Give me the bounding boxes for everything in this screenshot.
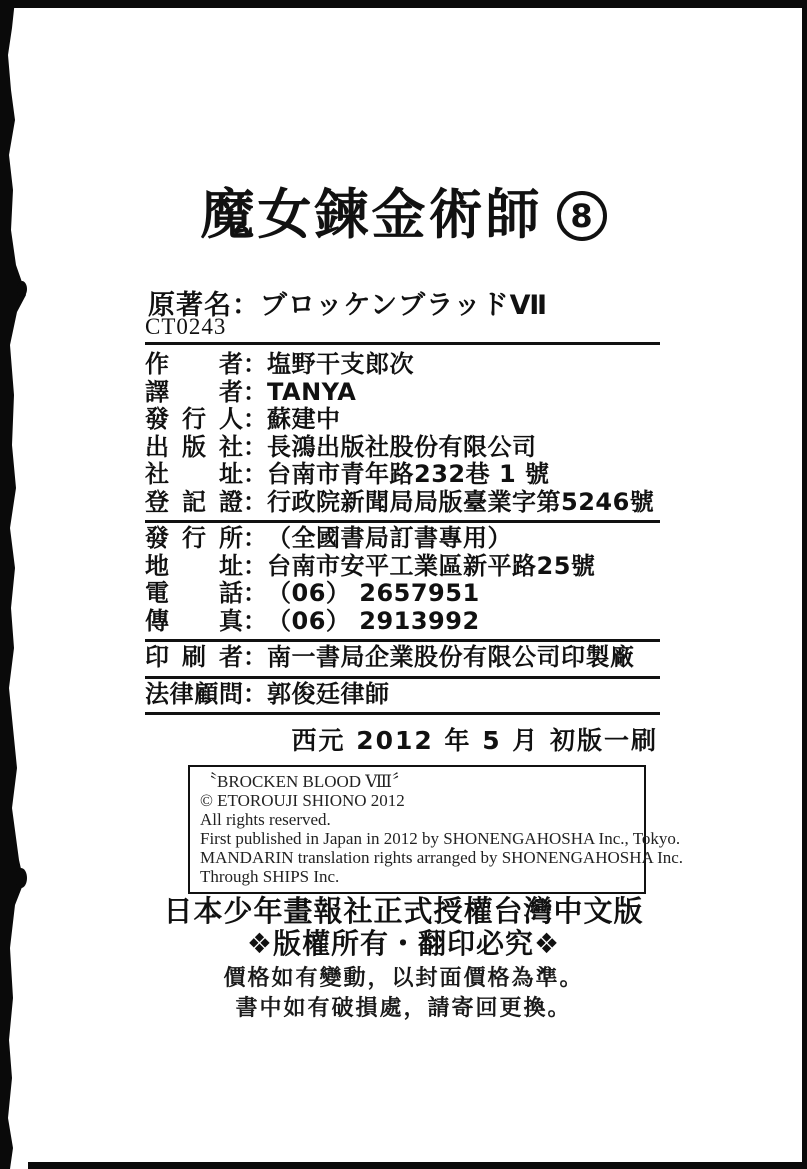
- colophon-row-phone: [145, 580, 660, 608]
- catalog-code: CT0243: [145, 314, 660, 345]
- row-label: 登記證: [145, 487, 243, 516]
- colophon-row-printer: [145, 644, 660, 672]
- row-colon: ：: [243, 679, 267, 708]
- row-label: 作者: [145, 350, 243, 378]
- colophon-section-publisher: [145, 349, 660, 523]
- row-value: （06） 2913992: [267, 606, 480, 635]
- row-label: 發行人: [145, 405, 243, 433]
- scan-edge-top: [0, 0, 807, 8]
- row-colon: ：: [243, 551, 267, 580]
- row-label: 出版社: [145, 432, 243, 461]
- copyright-line-translation: MANDARIN translation rights arranged by SHONENGAHOSHA Inc.: [200, 848, 684, 867]
- row-colon: ：: [243, 405, 267, 433]
- row-colon: ：: [243, 377, 267, 406]
- row-label: 印刷者: [145, 643, 243, 671]
- colophon-row-address: [145, 553, 660, 581]
- copyright-line-author: © ETOROUJI SHIONO 2012: [200, 791, 405, 810]
- colophon-row-office-address: [145, 461, 660, 489]
- row-value: （全國書局訂書專用）: [267, 524, 512, 552]
- scan-edge-bottom: [28, 1162, 807, 1169]
- row-colon: ：: [243, 579, 267, 607]
- copyright-line-agent: Through SHIPS Inc.: [200, 867, 340, 886]
- row-value: 行政院新聞局局版臺業字第5246號: [267, 487, 655, 516]
- colophon-table: [145, 349, 660, 757]
- rights-statement: ❖版權所有・翻印必究❖: [246, 927, 561, 960]
- row-value: （06） 2657951: [267, 579, 480, 607]
- row-colon: ：: [243, 524, 267, 552]
- colophon-section-printer: [145, 642, 660, 679]
- row-colon: ：: [243, 606, 267, 635]
- row-value: 郭俊廷律師: [267, 679, 390, 708]
- row-value: 蘇建中: [267, 405, 341, 433]
- volume-number-badge: [557, 191, 607, 241]
- copyright-line-first-published: First published in Japan in 2012 by SHONENGAHOSHA Inc., Tokyo.: [200, 829, 681, 848]
- row-colon: ：: [243, 487, 267, 516]
- row-label: 電話: [145, 579, 243, 607]
- row-label: 發行所: [145, 524, 243, 552]
- colophon-row-author: [145, 351, 660, 379]
- row-label: 譯者: [145, 377, 243, 406]
- colophon-row-publisher: [145, 434, 660, 462]
- row-colon: ：: [243, 643, 267, 671]
- row-value: 台南市青年路232巷 1 號: [267, 460, 550, 488]
- colophon-row-translator: [145, 379, 660, 407]
- book-title: 魔女鍊金術師: [200, 183, 543, 246]
- copyright-box: [188, 765, 684, 894]
- colophon-row-fax: [145, 608, 660, 636]
- row-label: 社址: [145, 460, 243, 488]
- price-note: 價格如有變動，以封面價格為準。: [223, 965, 584, 991]
- edition-date-line: 西元 2012 年 5 月 初版一刷: [291, 726, 658, 755]
- colophon-row-issuer: [145, 406, 660, 434]
- row-label: 傳真: [145, 606, 243, 635]
- row-colon: ：: [243, 432, 267, 461]
- colophon-row-registration: [145, 489, 660, 517]
- row-label: 法律顧問: [145, 679, 243, 708]
- colophon-row-legal-advisor: [145, 681, 660, 709]
- row-value: 台南市安平工業區新平路25號: [267, 551, 596, 580]
- row-colon: ：: [243, 350, 267, 378]
- copyright-line-rights: All rights reserved.: [200, 810, 331, 829]
- original-title-line: 原著名：ブロッケンブラッドⅦ: [148, 290, 548, 321]
- row-value: 塩野干支郎次: [267, 350, 414, 378]
- copyright-line-title: 〝BROCKEN BLOOD Ⅷ〞: [200, 772, 410, 791]
- row-colon: ：: [243, 460, 267, 488]
- row-value: TANYA: [267, 377, 357, 406]
- damage-note: 書中如有破損處，請寄回更換。: [235, 995, 572, 1021]
- volume-number: 8: [570, 197, 593, 235]
- row-value: 長鴻出版社股份有限公司: [267, 432, 537, 461]
- book-title-row: [0, 172, 807, 249]
- row-label: 地址: [145, 551, 243, 580]
- colophon-section-legal: [145, 679, 660, 716]
- colophon-row-distributor: [145, 525, 660, 553]
- row-value: 南一書局企業股份有限公司印製廠: [267, 643, 635, 671]
- license-statement: 日本少年畫報社正式授權台灣中文版: [163, 894, 644, 928]
- colophon-section-distribution: [145, 523, 660, 642]
